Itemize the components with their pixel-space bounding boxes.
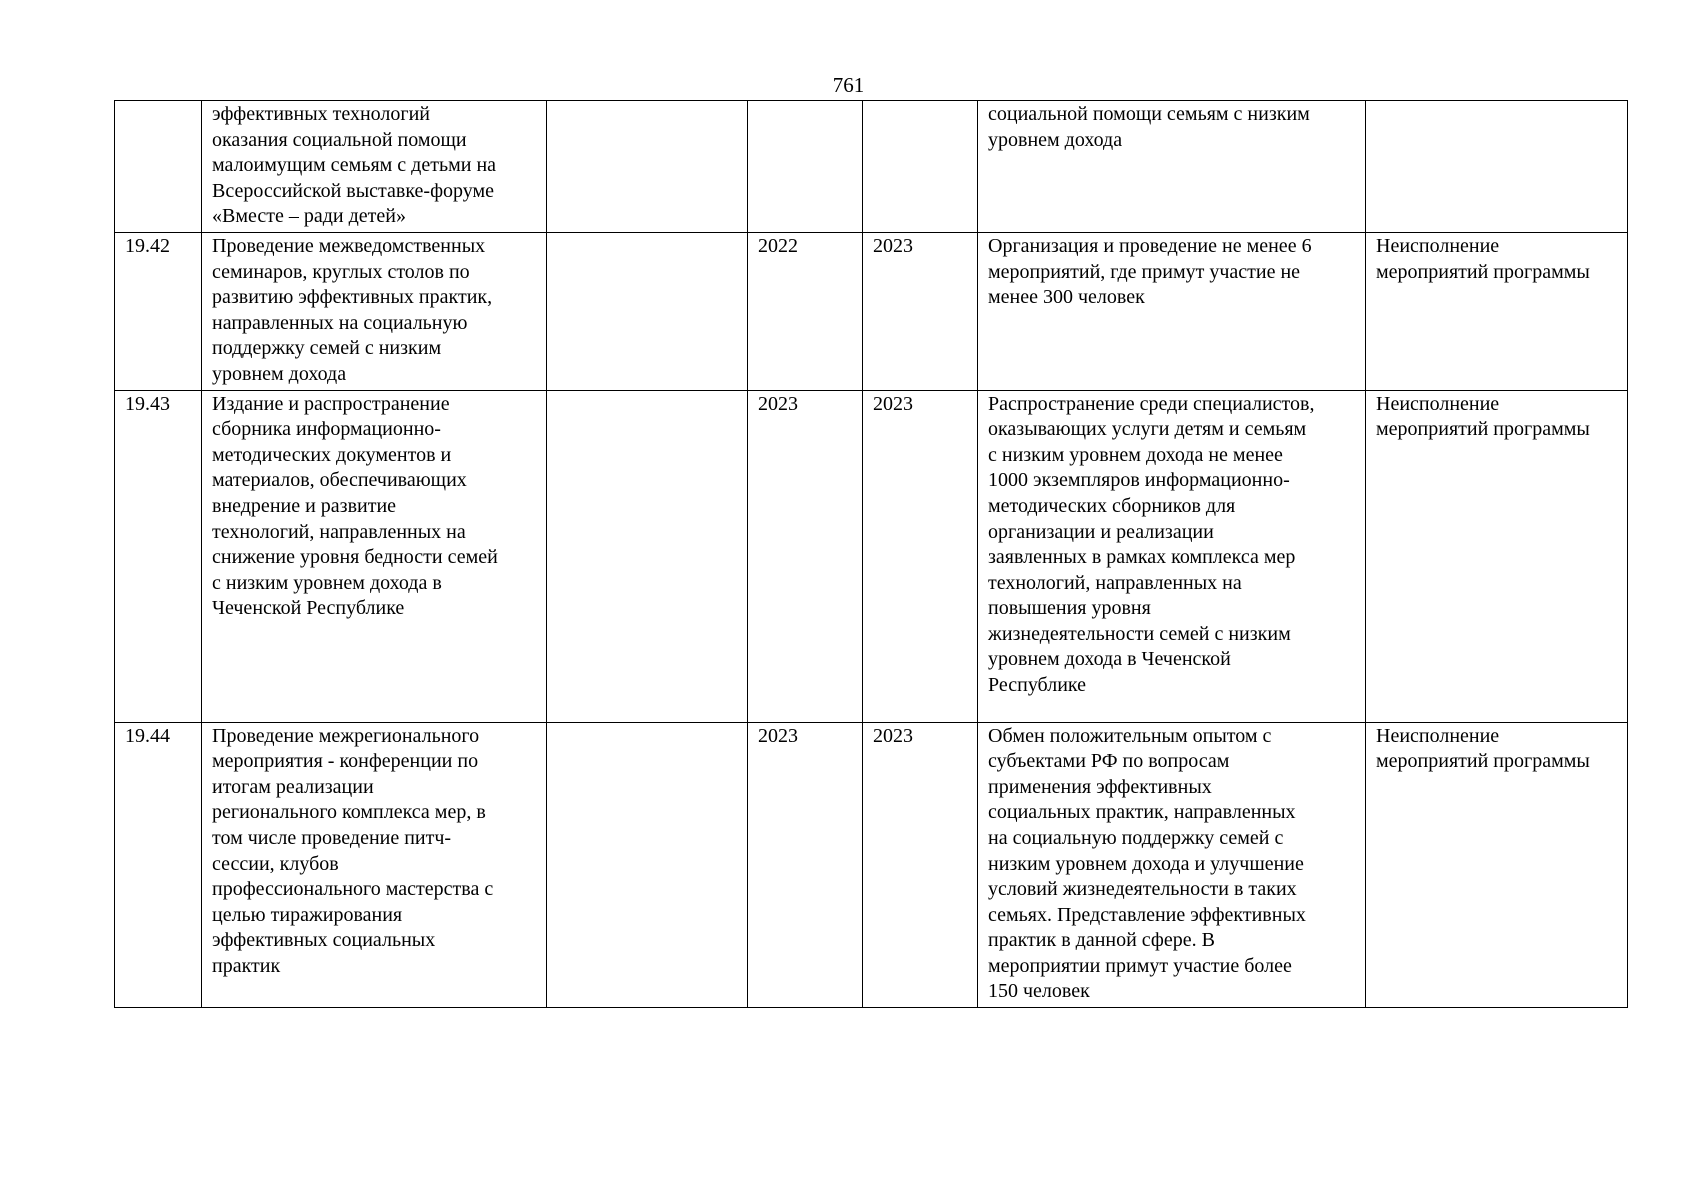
cell-text-line: Организация и проведение не менее 6 — [988, 234, 1312, 257]
table-row — [115, 232, 1628, 390]
cell-text-line: целью тиражирования — [212, 903, 403, 926]
cell-text-line: эффективных технологий — [212, 103, 431, 125]
cell-text-line: социальных практик, направленных — [988, 801, 1296, 824]
cell-text-line: профессионального мастерства с — [212, 878, 494, 901]
cell-text-line: Неисполнение — [1376, 724, 1500, 747]
cell-text-line: мероприятий программы — [1376, 750, 1590, 773]
item-number-cell: 19.43 — [115, 390, 202, 722]
risk-cell — [1366, 722, 1628, 1008]
cell-text-line: малоимущим семьям с детьми на — [212, 154, 497, 177]
expected-result-cell — [978, 390, 1366, 722]
executor-cell — [547, 722, 748, 1008]
risk-cell — [1366, 101, 1628, 233]
cell-text-line: мероприятий программы — [1376, 418, 1590, 441]
measure-name-cell — [202, 722, 547, 1008]
cell-text-line: Неисполнение — [1376, 392, 1500, 415]
cell-text-line: Чеченской Республике — [212, 597, 405, 620]
expected-result-cell — [978, 722, 1366, 1008]
cell-text-line: с низким уровнем дохода не менее — [988, 443, 1283, 466]
cell-text-line: заявленных в рамках комплекса мер — [988, 546, 1296, 569]
start-year-cell: 2023 — [748, 722, 863, 1008]
end-year-cell: 2023 — [863, 722, 978, 1008]
cell-text-line: с низким уровнем дохода в — [212, 571, 442, 594]
item-number-cell: 19.44 — [115, 722, 202, 1008]
cell-text-line: субъектами РФ по вопросам — [988, 750, 1230, 773]
cell-text-line: Проведение межрегионального — [212, 724, 480, 747]
cell-text-line: применения эффективных — [988, 775, 1212, 798]
expected-result-cell — [978, 101, 1366, 233]
cell-text-line: мероприятий, где примут участие не — [988, 260, 1301, 283]
start-year-cell: 2023 — [748, 390, 863, 722]
table-row — [115, 722, 1628, 1008]
executor-cell — [547, 101, 748, 233]
cell-text-line: оказывающих услуги детям и семьям — [988, 418, 1307, 441]
cell-text-line: практик в данной сфере. В — [988, 929, 1215, 952]
cell-text-line: снижение уровня бедности семей — [212, 546, 498, 569]
item-number-cell: 19.42 — [115, 232, 202, 390]
cell-text-line: сессии, клубов — [212, 852, 339, 875]
cell-text-line: уровнем дохода в Чеченской — [988, 648, 1231, 671]
start-year-cell — [748, 101, 863, 233]
table-row — [115, 101, 1628, 233]
cell-text-line: семинаров, круглых столов по — [212, 260, 470, 283]
cell-text-line: Всероссийской выставке-форуме — [212, 179, 495, 202]
executor-cell — [547, 390, 748, 722]
page-number: 761 — [832, 73, 865, 97]
end-year-cell: 2023 — [863, 232, 978, 390]
cell-text-line: материалов, обеспечивающих — [212, 469, 467, 492]
cell-text-line: социальной помощи семьям с низким — [988, 103, 1310, 125]
executor-cell — [547, 232, 748, 390]
measures-table — [114, 100, 1628, 1008]
measure-name-cell — [202, 232, 547, 390]
cell-text-line: на социальную поддержку семей с — [988, 826, 1284, 849]
cell-text-line: Республике — [988, 674, 1087, 697]
cell-text-line: мероприятий программы — [1376, 260, 1590, 283]
cell-text-line: жизнедеятельности семей с низким — [988, 622, 1291, 645]
end-year-cell: 2023 — [863, 390, 978, 722]
cell-text-line: «Вместе – ради детей» — [212, 205, 406, 228]
cell-text-line: 1000 экземпляров информационно- — [988, 469, 1290, 492]
cell-text-line: менее 300 человек — [988, 286, 1145, 309]
cell-text-line: регионального комплекса мер, в — [212, 801, 486, 824]
risk-cell — [1366, 390, 1628, 722]
item-number-cell — [115, 101, 202, 233]
cell-text-line: Распространение среди специалистов, — [988, 392, 1315, 415]
start-year-cell: 2022 — [748, 232, 863, 390]
cell-text-line: итогам реализации — [212, 775, 374, 798]
cell-text-line: оказания социальной помощи — [212, 128, 467, 151]
cell-text-line: условий жизнедеятельности в таких — [988, 878, 1297, 901]
cell-text-line: организации и реализации — [988, 520, 1214, 543]
cell-text-line: повышения уровня — [988, 597, 1151, 620]
cell-text-line: мероприятии примут участие более — [988, 954, 1292, 977]
table-row — [115, 390, 1628, 722]
cell-text-line: внедрение и развитие — [212, 494, 397, 517]
cell-text-line: Издание и распространение — [212, 392, 450, 415]
cell-text-line: развитию эффективных практик, — [212, 286, 493, 309]
cell-text-line: уровнем дохода — [988, 128, 1123, 151]
cell-text-line: семьях. Представление эффективных — [988, 903, 1306, 926]
expected-result-cell — [978, 232, 1366, 390]
measure-name-cell — [202, 390, 547, 722]
end-year-cell — [863, 101, 978, 233]
cell-text-line: сборника информационно- — [212, 418, 441, 441]
cell-text-line: технологий, направленных на — [988, 571, 1242, 594]
cell-text-line: поддержку семей с низким — [212, 337, 442, 360]
cell-text-line: Проведение межведомственных — [212, 234, 486, 257]
cell-text-line: практик — [212, 954, 281, 977]
cell-text-line: Неисполнение — [1376, 234, 1500, 257]
cell-text-line: Обмен положительным опытом с — [988, 724, 1272, 747]
cell-text-line: методических документов и — [212, 443, 452, 466]
risk-cell — [1366, 232, 1628, 390]
cell-text-line: том числе проведение питч- — [212, 826, 452, 849]
cell-text-line: низким уровнем дохода и улучшение — [988, 852, 1304, 875]
cell-text-line: технологий, направленных на — [212, 520, 466, 543]
cell-text-line: 150 человек — [988, 980, 1090, 1003]
measure-name-cell — [202, 101, 547, 233]
cell-text-line: методических сборников для — [988, 494, 1236, 517]
cell-text-line: эффективных социальных — [212, 929, 436, 952]
cell-text-line: уровнем дохода — [212, 362, 347, 385]
cell-text-line: направленных на социальную — [212, 311, 468, 334]
cell-text-line: мероприятия - конференции по — [212, 750, 479, 773]
